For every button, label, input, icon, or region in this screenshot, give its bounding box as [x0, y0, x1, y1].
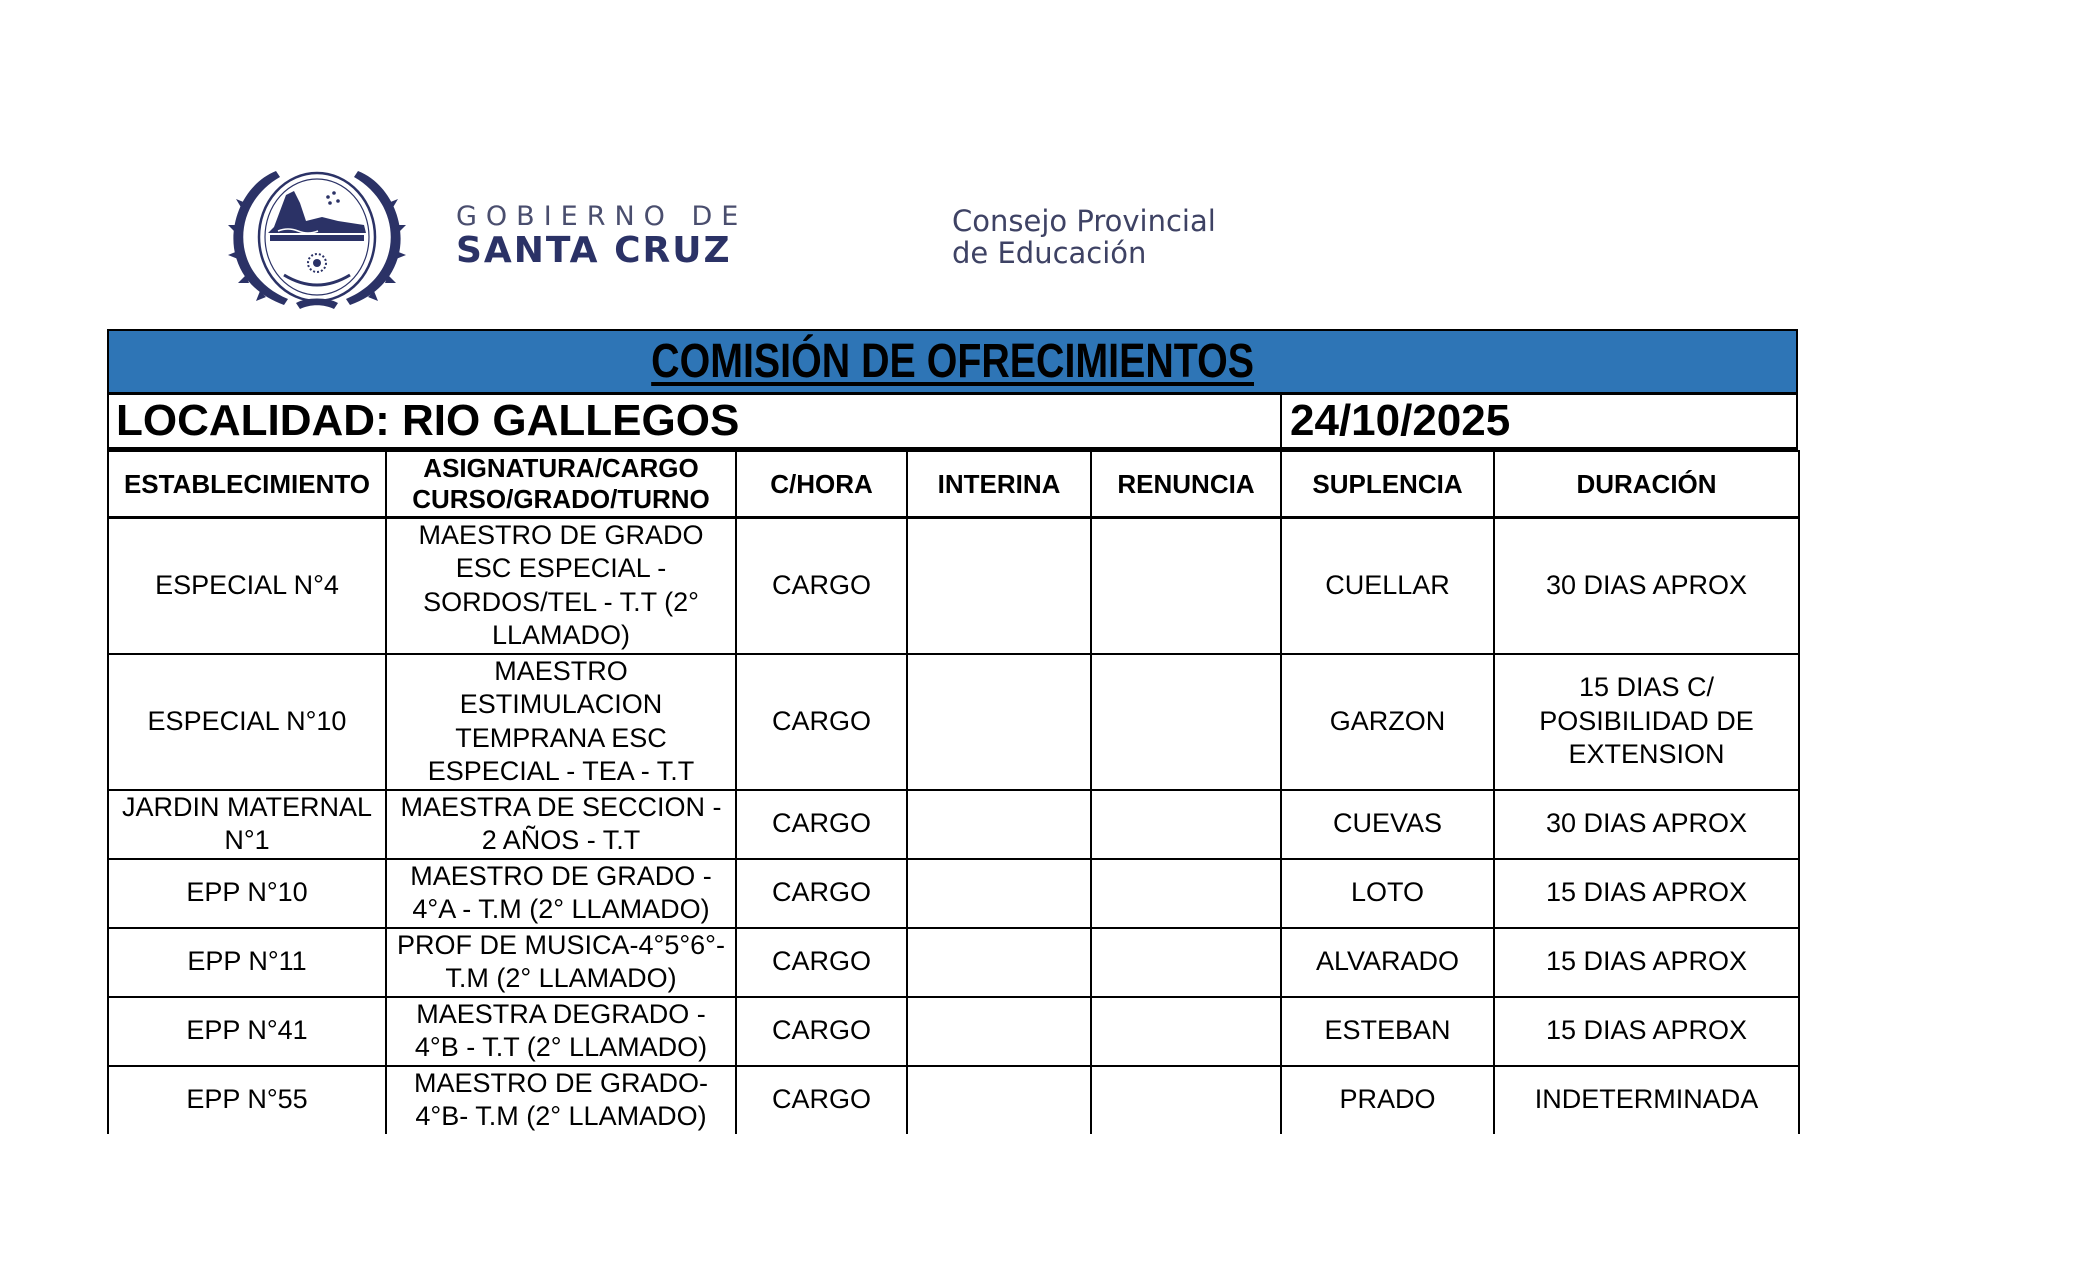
cell-chora: CARGO	[736, 790, 907, 859]
cell-suplencia: CUEVAS	[1281, 790, 1494, 859]
cell-interina	[907, 859, 1091, 928]
col-header-interina: INTERINA	[907, 451, 1091, 517]
table-row	[108, 654, 1799, 790]
cell-establecimiento: ESPECIAL N°10	[108, 654, 386, 790]
table-row	[108, 997, 1799, 1066]
ofrecimientos-table	[107, 450, 1800, 1134]
cell-suplencia: LOTO	[1281, 859, 1494, 928]
col-header-duracion: DURACIÓN	[1494, 451, 1799, 517]
cell-interina	[907, 928, 1091, 997]
table-row	[108, 859, 1799, 928]
cell-establecimiento: EPP N°41	[108, 997, 386, 1066]
cell-duracion: 15 DIAS APROX	[1494, 997, 1799, 1066]
cell-establecimiento: EPP N°55	[108, 1066, 386, 1134]
cell-asignatura	[386, 517, 736, 654]
cell-suplencia: PRADO	[1281, 1066, 1494, 1134]
santa-cruz-text-logo: SANTA CRUZ	[456, 230, 732, 271]
cell-asignatura-text: MAESTRO DE GRADO - 4°A - T.M (2° LLAMADO)	[410, 860, 712, 924]
fecha-label: 24/10/2025	[1290, 396, 1511, 445]
cell-asignatura	[386, 654, 736, 790]
cell-interina	[907, 1066, 1091, 1134]
cell-asignatura	[386, 928, 736, 997]
table-row	[108, 790, 1799, 859]
cell-interina	[907, 517, 1091, 654]
santa-cruz-emblem-logo	[226, 163, 408, 313]
cell-renuncia	[1091, 517, 1281, 654]
cell-renuncia	[1091, 654, 1281, 790]
cell-establecimiento: ESPECIAL N°4	[108, 517, 386, 654]
cell-renuncia	[1091, 790, 1281, 859]
de-educacion-text-logo: de Educación	[952, 236, 1147, 270]
cell-asignatura-text: MAESTRO DE GRADO-4°B- T.M (2° LLAMADO)	[413, 1067, 709, 1131]
cell-asignatura	[386, 997, 736, 1066]
ofrecimientos-sheet	[107, 329, 1798, 1134]
col-header-chora: C/HORA	[736, 451, 907, 517]
cell-establecimiento	[108, 790, 386, 859]
gobierno-de-text-logo: GOBIERNO DE	[456, 201, 748, 232]
col-header-renuncia: RENUNCIA	[1091, 451, 1281, 517]
table-row	[108, 928, 1799, 997]
cell-establecimiento: EPP N°10	[108, 859, 386, 928]
cell-suplencia: ESTEBAN	[1281, 997, 1494, 1066]
cell-chora: CARGO	[736, 654, 907, 790]
cell-suplencia: GARZON	[1281, 654, 1494, 790]
cell-establecimiento-text: JARDIN MATERNAL N°1	[121, 791, 373, 855]
cell-asignatura	[386, 859, 736, 928]
cell-asignatura-text: PROF DE MUSICA-4°5°6°- T.M (2° LLAMADO)	[397, 929, 725, 993]
cell-duracion	[1494, 654, 1799, 790]
cell-chora: CARGO	[736, 517, 907, 654]
cell-duracion: 15 DIAS APROX	[1494, 859, 1799, 928]
consejo-provincial-text-logo: Consejo Provincial	[952, 204, 1216, 238]
cell-renuncia	[1091, 859, 1281, 928]
localidad-label: LOCALIDAD: RIO GALLEGOS	[109, 395, 1282, 447]
cell-asignatura	[386, 1066, 736, 1134]
cell-establecimiento: EPP N°11	[108, 928, 386, 997]
col-header-suplencia: SUPLENCIA	[1281, 451, 1494, 517]
cell-asignatura-text: MAESTRA DE SECCION - 2 AÑOS - T.T	[400, 791, 722, 855]
cell-chora: CARGO	[736, 1066, 907, 1134]
cell-suplencia: ALVARADO	[1281, 928, 1494, 997]
table-row	[108, 517, 1799, 654]
table-row	[108, 1066, 1799, 1134]
cell-renuncia	[1091, 928, 1281, 997]
localidad-row	[107, 395, 1798, 450]
cell-renuncia	[1091, 997, 1281, 1066]
cell-asignatura-text: MAESTRO DE GRADO ESC ESPECIAL - SORDOS/TEL - T.T (2° LLAMADO)	[418, 519, 704, 650]
cell-duracion-text: 15 DIAS C/ POSIBILIDAD DE EXTENSION	[1539, 672, 1754, 770]
cell-chora: CARGO	[736, 859, 907, 928]
cell-interina	[907, 997, 1091, 1066]
cell-duracion: 30 DIAS APROX	[1494, 790, 1799, 859]
cell-asignatura-text: MAESTRO ESTIMULACION TEMPRANA ESC ESPECIAL - TEA - T.T	[427, 655, 695, 786]
cell-interina	[907, 654, 1091, 790]
cell-chora: CARGO	[736, 928, 907, 997]
table-header-row	[108, 451, 1799, 517]
cell-renuncia	[1091, 1066, 1281, 1134]
cell-duracion: 30 DIAS APROX	[1494, 517, 1799, 654]
cell-chora: CARGO	[736, 997, 907, 1066]
col-header-establecimiento: ESTABLECIMIENTO	[108, 451, 386, 517]
cell-suplencia: CUELLAR	[1281, 517, 1494, 654]
cell-asignatura-text: MAESTRA DEGRADO - 4°B - T.T (2° LLAMADO)	[414, 998, 708, 1062]
cell-asignatura	[386, 790, 736, 859]
cell-interina	[907, 790, 1091, 859]
cell-duracion: INDETERMINADA	[1494, 1066, 1799, 1134]
col-header-asignatura	[386, 451, 736, 517]
title-band	[107, 329, 1798, 395]
document-title: COMISIÓN DE OFRECIMIENTOS	[651, 334, 1254, 388]
col-header-asignatura-label: ASIGNATURA/CARGO CURSO/GRADO/TURNO	[412, 452, 710, 514]
cell-duracion: 15 DIAS APROX	[1494, 928, 1799, 997]
